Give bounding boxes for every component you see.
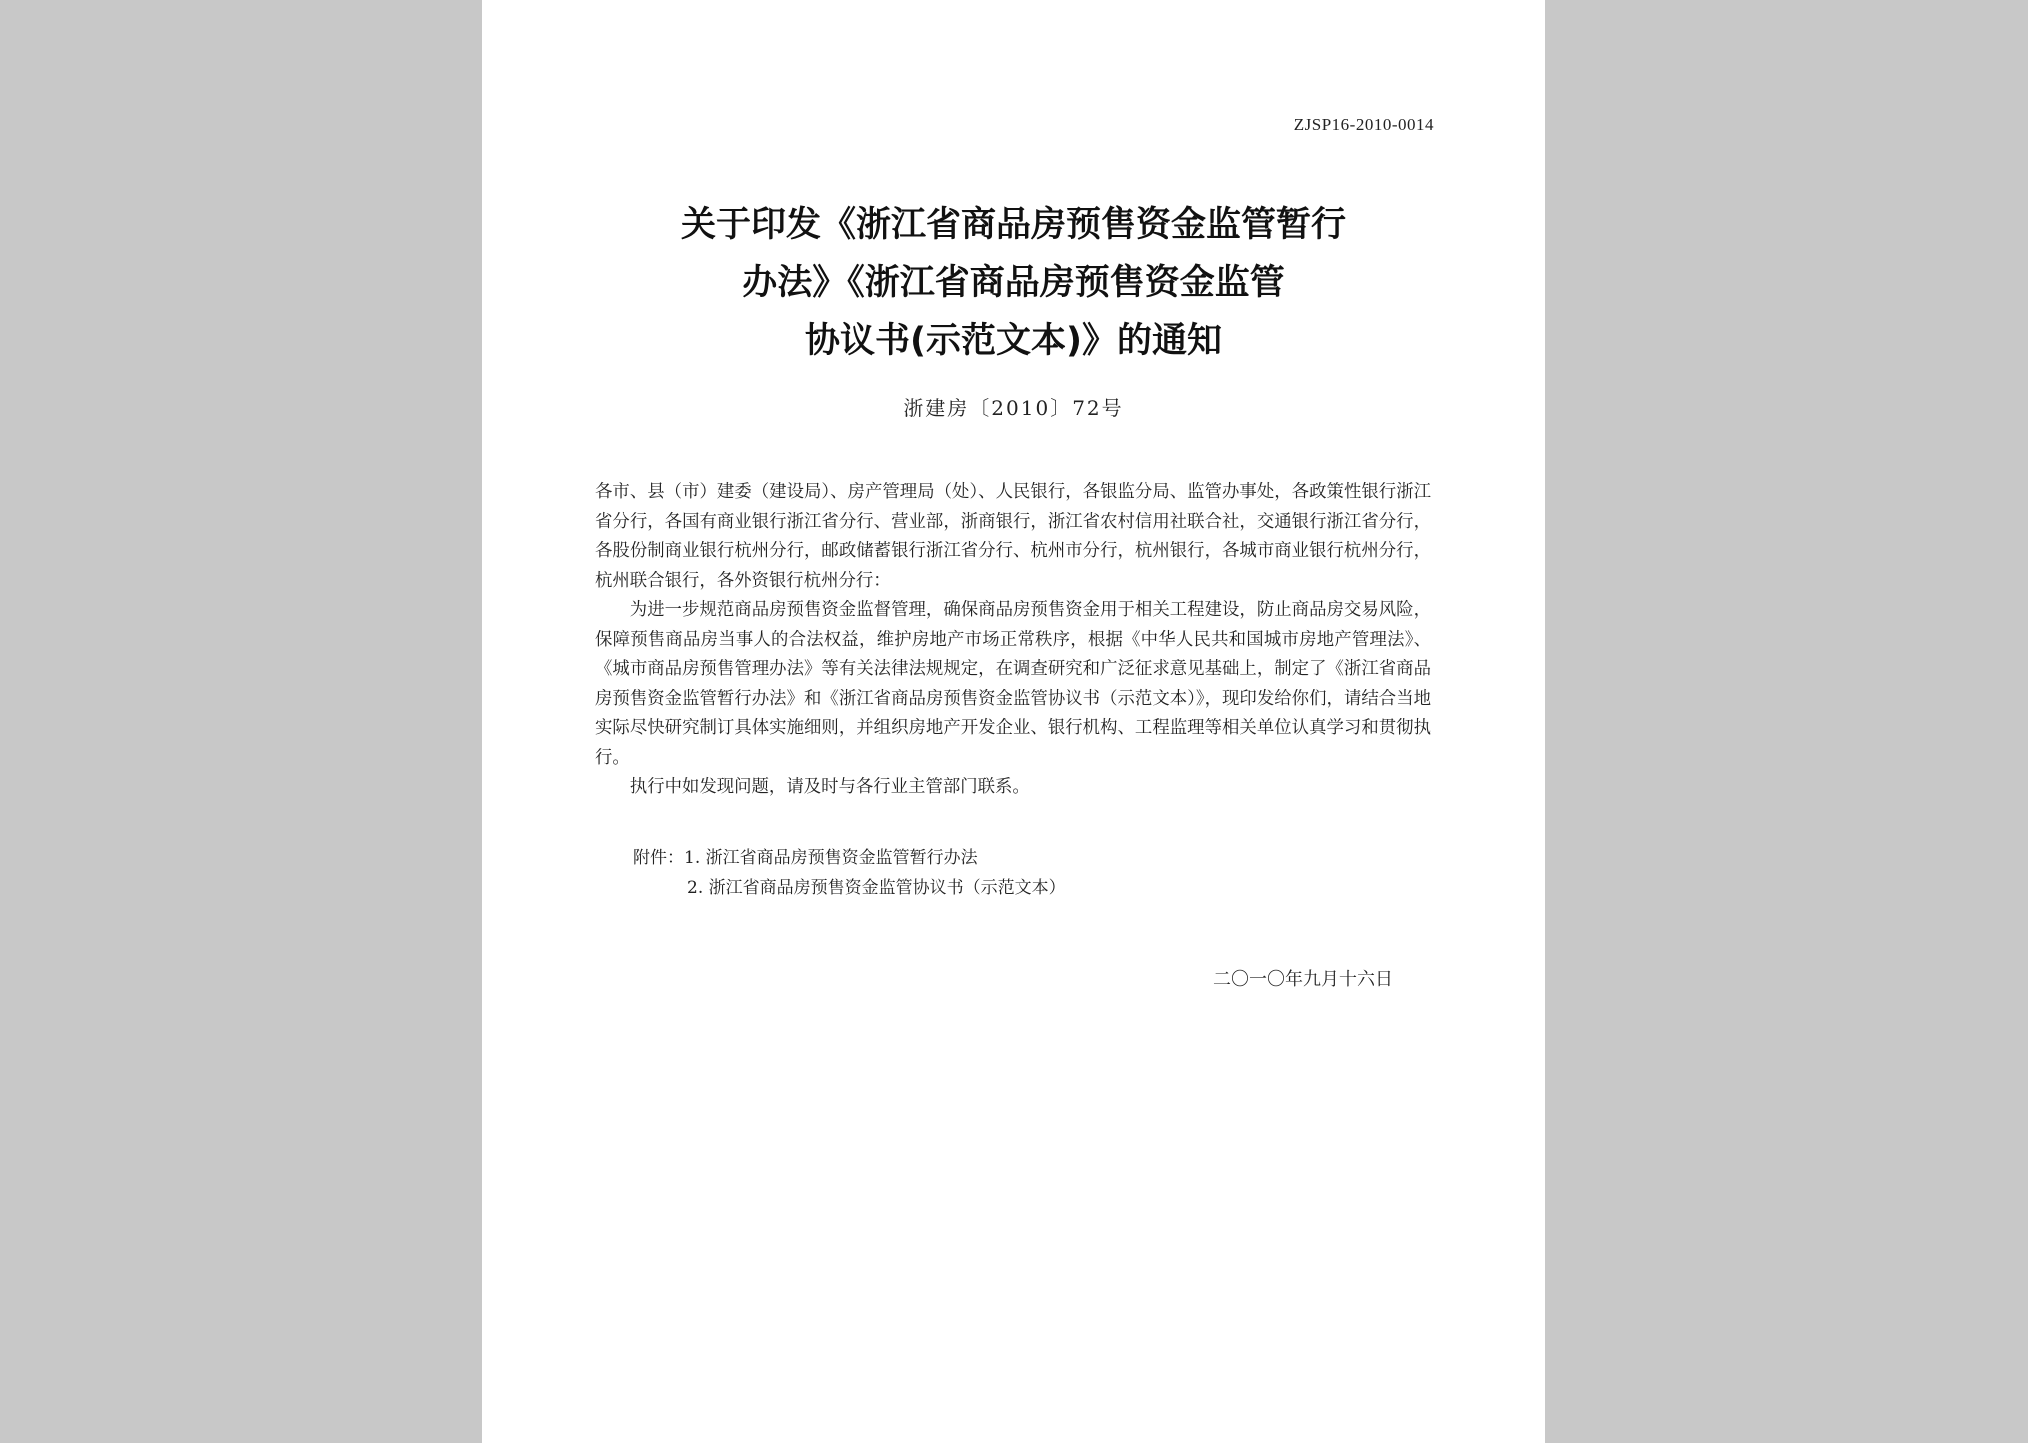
body-paragraph-2: 执行中如发现问题，请及时与各行业主管部门联系。 — [629, 777, 1030, 797]
title-line-1: 关于印发《浙江省商品房预售资金监管暂行 — [680, 205, 1346, 245]
document-date: 二〇一〇年九月十六日 — [1213, 969, 1393, 990]
document-page — [482, 0, 1545, 1443]
attachments-list — [633, 843, 1066, 903]
body-paragraph-1: 为进一步规范商品房预售资金监督管理，确保商品房预售资金用于相关工程建设，防止商品房交易风险，保障预售商品房当事人的合法权益，维护房地产市场正常秩序，根据《中华人民共和国城市房地产管理法》、《城市商品房预售管理办法》等有关法律法规规定，在调查研究和广泛征求意见基础上，制定了《浙江省商品房预售资金监管暂行办法》和《浙江省商品房预售资金监管协议书（示范文本）》，现印发给你们，请结合当地实际尽快研究制订具体实施细则，并组织房地产开发企业、银行机构、工程监理等相关单位认真学习和贯彻执行。 — [595, 600, 1431, 768]
document-number: 浙建房〔2010〕72号 — [903, 396, 1124, 420]
title-line-3: 协议书(示范文本)》的通知 — [805, 321, 1222, 361]
title-line-2: 办法》《浙江省商品房预售资金监管 — [742, 263, 1285, 303]
attachment-item-1: 附件：1. 浙江省商品房预售资金监管暂行办法 — [633, 848, 978, 868]
addressee-paragraph: 各市、县（市）建委（建设局）、房产管理局（处）、人民银行，各银监分局、监管办事处，各政策性银行浙江省分行，各国有商业银行浙江省分行、营业部，浙商银行，浙江省农村信用社联合社，交通银行浙江省分行，各股份制商业银行杭州分行，邮政储蓄银行浙江省分行、杭州市分行，杭州银行，各城市商业银行杭州分行，杭州联合银行，各外资银行杭州分行： — [595, 482, 1431, 591]
document-code: ZJSP16-2010-0014 — [1293, 115, 1434, 134]
document-title — [482, 196, 1545, 370]
document-body — [595, 478, 1431, 803]
attachment-item-2: 2. 浙江省商品房预售资金监管协议书（示范文本） — [687, 878, 1066, 898]
